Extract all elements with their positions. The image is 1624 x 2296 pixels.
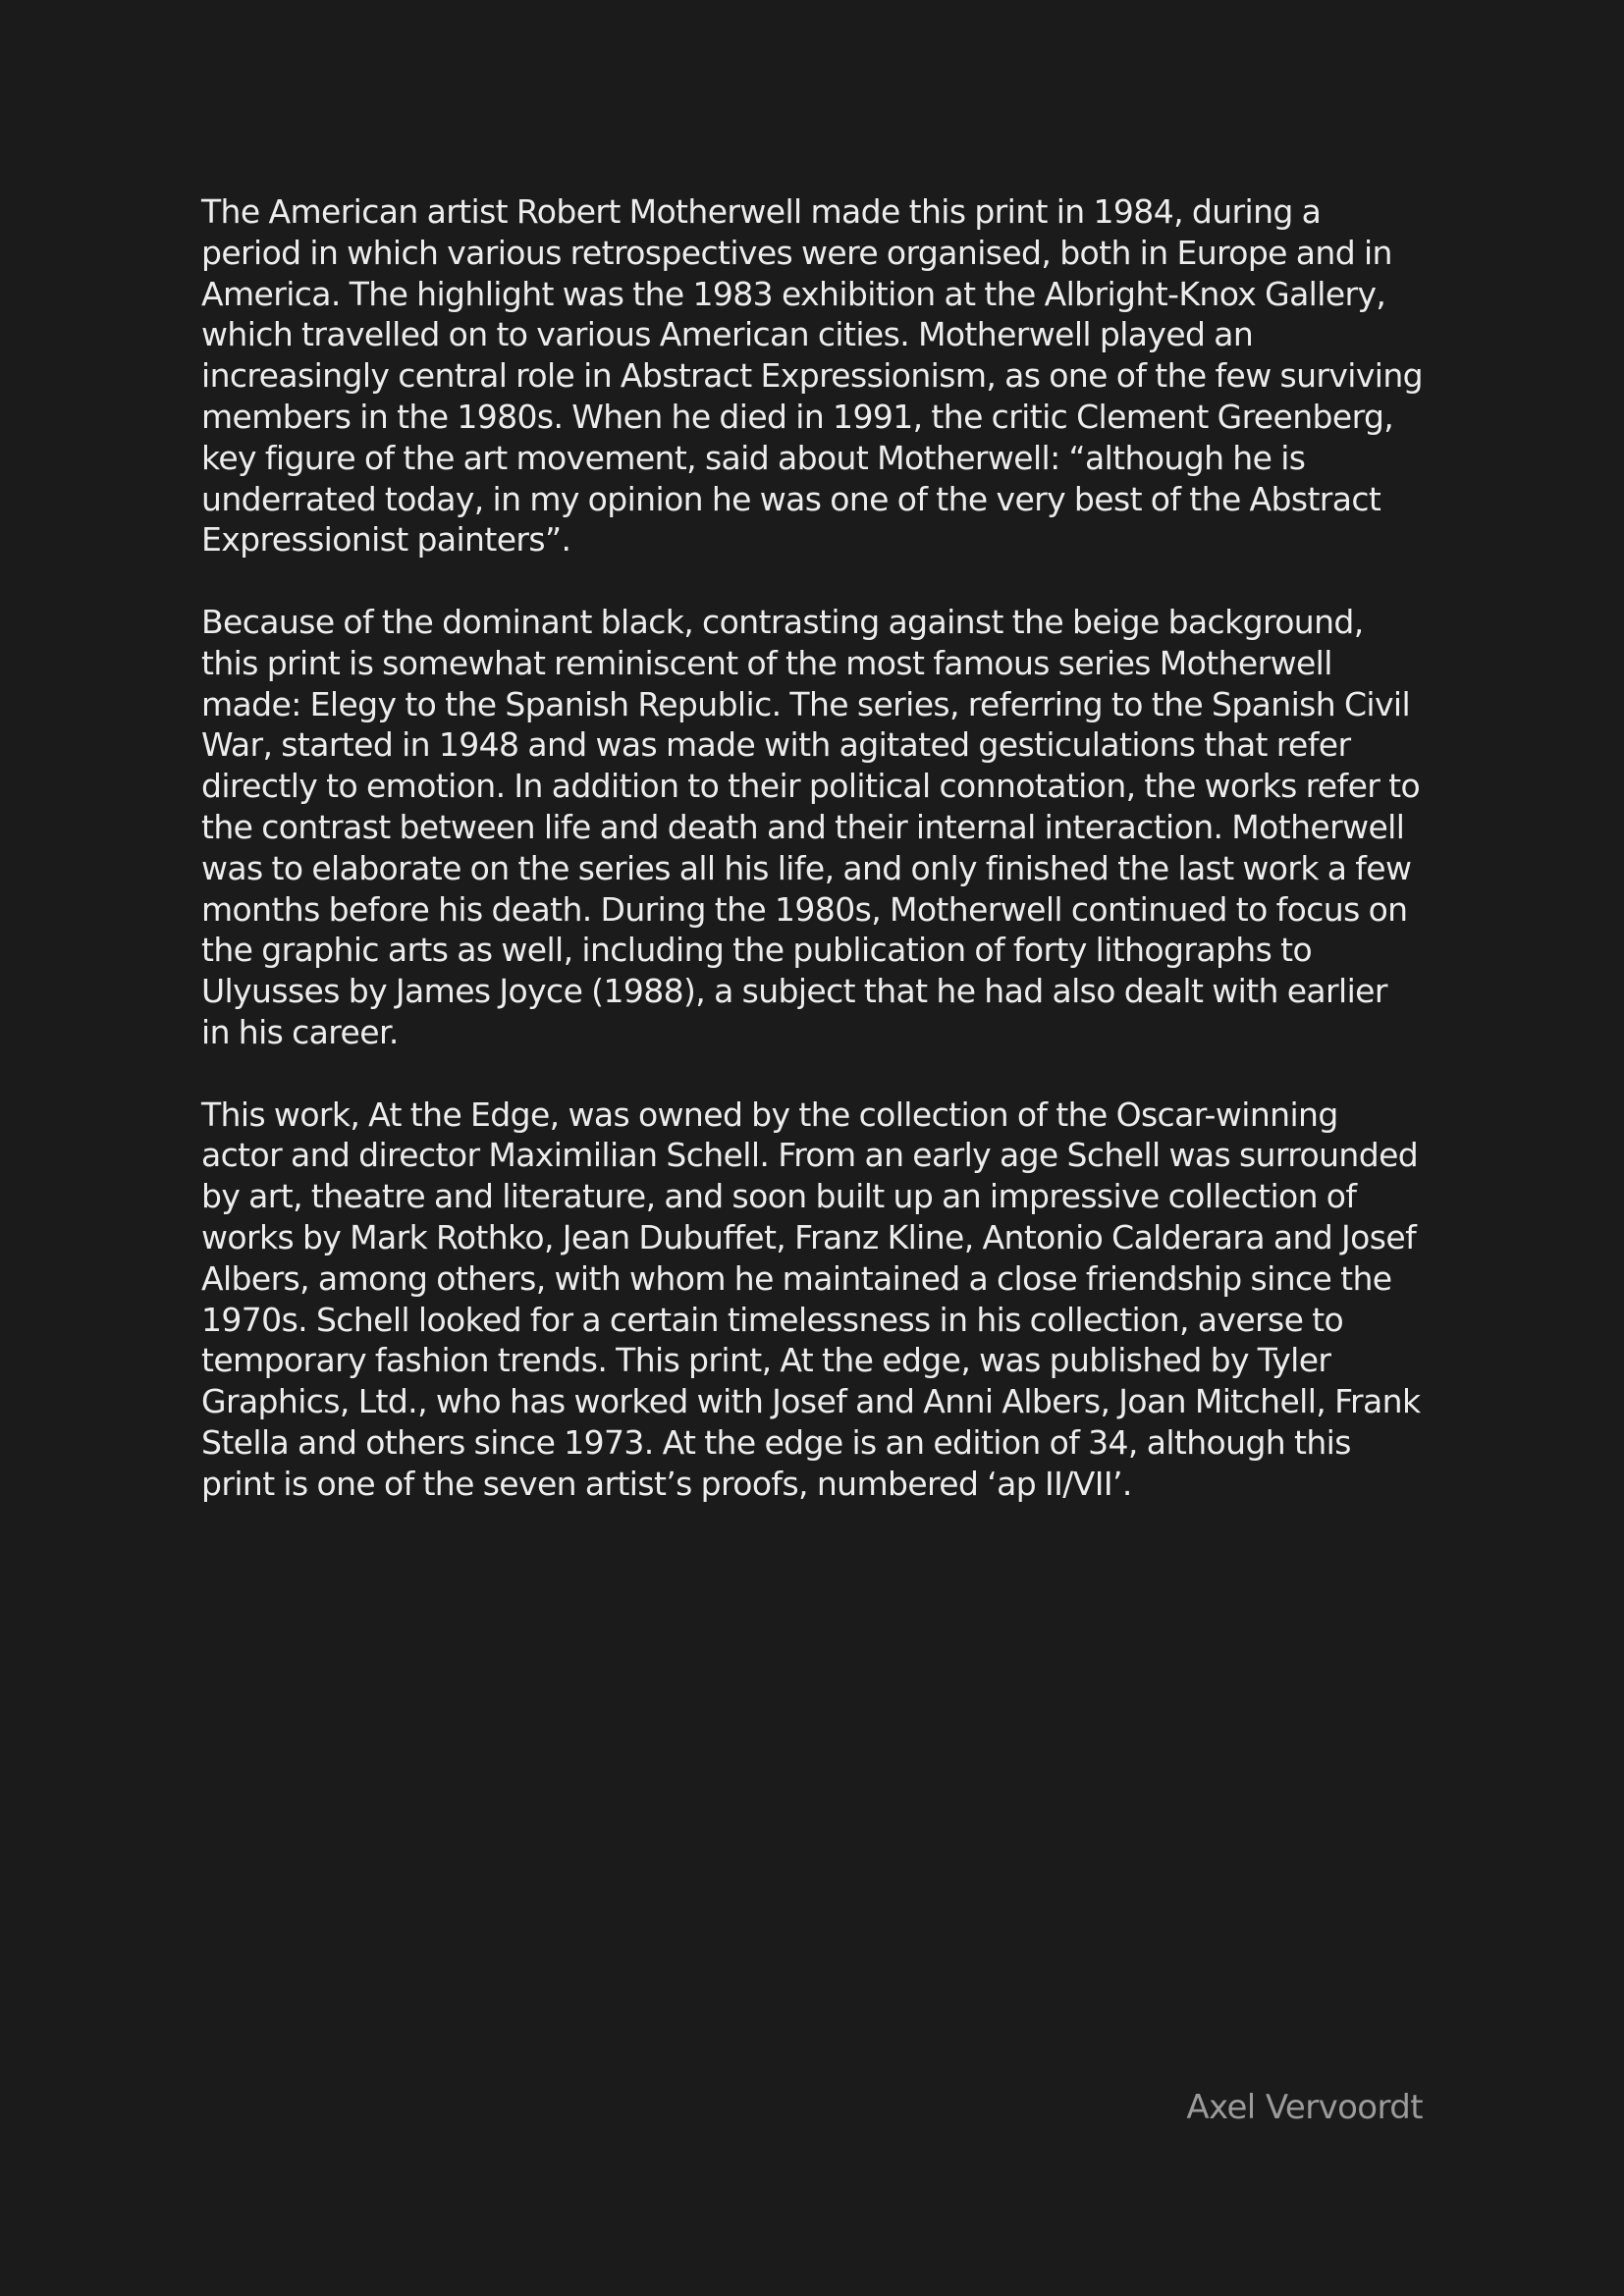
footer-brand-name: Axel Vervoordt [1186,2088,1423,2127]
paragraph-schell-collection: This work, At the Edge, was owned by the collection of the Oscar-winning actor and director Maximilian Schell. From an early age Schell was surrounded by art, theatre and literature, and soon built up an impressive collection of works by Mark Rothko, Jean Dubuffet, Franz Kline, Antonio Calderara and Josef Albers, among others, with whom he maintained a close friendship since the 1970s. Schell looked for a certain timelessness in his collection, averse to temporary fashion trends. This print, At the edge, was published by Tyler Graphics, Ltd., who has worked with Josef and Anni Albers, Joan Mitchell, Frank Stella and others since 1973. At the edge is an edition of 34, although this print is one of the seven artist’s proofs, numbered ‘ap II/VII’. [201,1095,1421,1503]
paragraph-elegy-series: Because of the dominant black, contrasting against the beige background, this print is somewhat reminiscent of the most famous series Motherwell made: Elegy to the Spanish Republic. The series, referring to the Spanish Civil War, started in 1948 and was made with agitated gesticulations that refer directly to emotion. In addition to their political connotation, the works refer to the contrast between life and death and their internal interaction. Motherwell was to elaborate on the series all his life, and only finished the last work a few months before his death. During the 1980s, Motherwell continued to focus on the graphic arts as well, including the publication of forty lithographs to Ulyusses by James Joyce (1988), a subject that he had also dealt with earlier in his career. [201,602,1421,1051]
body-text [201,191,1424,1505]
paragraph-motherwell-retrospectives: The American artist Robert Motherwell made this print in 1984, during a period in which various retrospectives were organised, both in Europe and in America. The highlight was the 1983 exhibition at the Albright-Knox Gallery, which travelled on to various American cities. Motherwell played an increasingly central role in Abstract Expressionism, as one of the few surviving members in the 1980s. When he died in 1991, the critic Clement Greenberg, key figure of the art movement, said about Motherwell: “although he is underrated today, in my opinion he was one of the very best of the Abstract Expressionist painters”. [201,192,1424,560]
